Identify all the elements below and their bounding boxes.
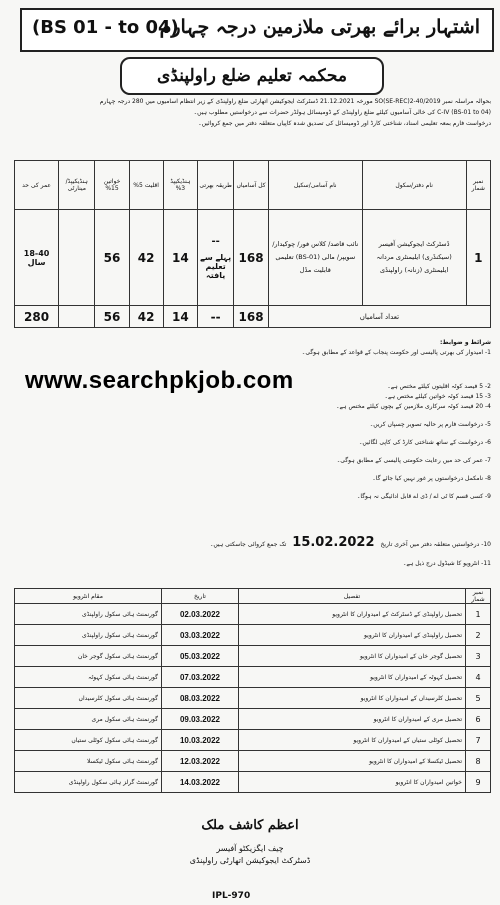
row-sr: 1 — [466, 210, 491, 306]
total-c42: 42 — [129, 306, 163, 328]
schedule-venue: گورنمنٹ ہائی سکول راولپنڈی — [15, 625, 162, 646]
condition-item: 3- 15 فیصد کوٹہ خواتین کیلئے مختص ہے۔ — [384, 393, 491, 400]
row-method — [198, 210, 234, 306]
schedule-note: 11- انٹرویو کا شیڈول درج ذیل ہے۔ — [402, 560, 491, 567]
schedule-header: تاریخ — [162, 589, 239, 604]
condition-item: 4- 20 فیصد کوٹہ سرکاری ملازمین کے بچوں کیلئے مختص ہے۔ — [336, 403, 491, 410]
deadline-line — [16, 535, 491, 567]
total-method: -- — [198, 306, 234, 328]
schedule-venue: گورنمنٹ ہائی سکول مری — [15, 709, 162, 730]
table-header-row — [15, 161, 491, 210]
schedule-detail: تحصیل ٹیکسلا کے امیدواران کا انٹرویو — [239, 751, 466, 772]
table-header: نمبر شمار — [466, 161, 491, 210]
watermark-url: www.searchpkjob.com — [25, 367, 294, 394]
schedule-venue: گورنمنٹ ہائی سکول کوٹلی ستیاں — [15, 730, 162, 751]
schedule-body — [15, 604, 491, 793]
schedule-venue: گورنمنٹ ہائی سکول کلرسیداں — [15, 688, 162, 709]
schedule-venue: گورنمنٹ ہائی سکول گوجر خان — [15, 646, 162, 667]
grand-total: 280 — [15, 306, 59, 328]
deadline-text-after: تک جمع کروائی جاسکتی ہیں۔ — [209, 541, 287, 548]
intro-line: درخواست فارم بمعہ تعلیمی اسناد، شناختی کارڈ اور ڈومیسائل کی تصدیق شدہ کاپیاں متعلقہ دفتر میں جمع کروائیں۔ — [198, 120, 491, 127]
schedule-header: مقام انٹرویو — [15, 589, 162, 604]
officer-name: اعظم کاشف ملک — [201, 818, 299, 833]
officer-office: ڈسٹرکٹ ایجوکیشن اتھارٹی راولپنڈی — [189, 856, 311, 865]
schedule-detail: تحصیل گوجر خان کے امیدواران کا انٹرویو — [239, 646, 466, 667]
table-header: ہنڈیکیپڈ/مینارٹی — [59, 161, 95, 210]
schedule-sr: 2 — [466, 625, 491, 646]
schedule-header: نمبر شمار — [466, 589, 491, 604]
row-total: 168 — [234, 210, 269, 306]
schedule-row — [15, 646, 491, 667]
schedule-sr: 8 — [466, 751, 491, 772]
row-office: ڈسٹرکٹ ایجوکیشن آفیسر (سیکنڈری) ایلیمنٹری مردانہ ایلیمنٹری (زنانہ) راولپنڈی — [362, 210, 466, 306]
schedule-sr: 1 — [466, 604, 491, 625]
schedule-sr: 9 — [466, 772, 491, 793]
schedule-date: 14.03.2022 — [162, 772, 239, 793]
table-header: نام دفتر/سکول — [362, 161, 466, 210]
conditions-heading: شرائط و ضوابط: — [440, 339, 491, 346]
department-subtitle: محکمہ تعلیم ضلع راولپنڈی — [120, 57, 384, 95]
table-header: عمر کی حد — [15, 161, 59, 210]
schedule-detail: تحصیل کہوٹہ کے امیدواران کا انٹرویو — [239, 667, 466, 688]
condition-item: 6- درخواست کے ساتھ شناختی کارڈ کی کاپی لگائیں۔ — [358, 439, 491, 446]
schedule-sr: 6 — [466, 709, 491, 730]
condition-item: 5- درخواست فارم پر حالیہ تصویر چسپاں کریں۔ — [369, 421, 491, 428]
schedule-row — [15, 751, 491, 772]
total-value: 168 — [234, 306, 269, 328]
schedule-row — [15, 772, 491, 793]
condition-item: 8- نامکمل درخواستوں پر غور نہیں کیا جائے گا۔ — [372, 475, 491, 482]
schedule-date: 08.03.2022 — [162, 688, 239, 709]
table-header: کل آسامیاں — [234, 161, 269, 210]
schedule-date: 07.03.2022 — [162, 667, 239, 688]
total-c56: 56 — [95, 306, 129, 328]
row-age: 18-40 سال — [15, 210, 59, 306]
interview-schedule-table — [14, 588, 491, 793]
method-value: -- — [211, 235, 220, 247]
row-post: نائب قاصد/ کلاس فور/ چوکیدار/ سویپر/ مالی (BS-01) تعلیمی قابلیت مڈل — [268, 210, 362, 306]
schedule-row — [15, 604, 491, 625]
vacancy-table — [14, 160, 491, 328]
schedule-sr: 7 — [466, 730, 491, 751]
condition-item: 2- 5 فیصد کوٹہ اقلیتوں کیلئے مختص ہے۔ — [387, 383, 491, 390]
schedule-header: تفصیل — [239, 589, 466, 604]
intro-line: بحوالہ مراسلہ نمبر SO(SE-REC)2-40/2019 مورخہ 21.12.2021 ڈسٹرکٹ ایجوکیشن اتھارٹی ضلع راولپنڈی کے زیر انتظام اسامیوں میں 280 درجہ چہارم — [99, 98, 491, 105]
row-c14: 14 — [163, 210, 197, 306]
row-c42: 42 — [129, 210, 163, 306]
schedule-date: 05.03.2022 — [162, 646, 239, 667]
total-c14: 14 — [163, 306, 197, 328]
method-note: پہلے سے تعلیم یافتہ — [200, 252, 232, 280]
schedule-venue: گورنمنٹ گرلز ہائی سکول راولپنڈی — [15, 772, 162, 793]
officer-designation: چیف ایگزیکٹو آفیسر — [216, 844, 284, 853]
condition-item: 1- امیدوار کی بھرتی پالیسی اور حکومت پنجاب کے قواعد کے مطابق ہوگی۔ — [301, 349, 491, 356]
condition-item: 9- کسی قسم کا ٹی اے / ڈی اے قابل ادائیگی نہ ہوگا۔ — [356, 493, 491, 500]
schedule-sr: 5 — [466, 688, 491, 709]
title-bar — [20, 8, 494, 52]
schedule-detail: تحصیل راولپنڈی کے امیدواران کا انٹرویو — [239, 625, 466, 646]
table-header: ہنڈیکیپڈ 3% — [163, 161, 197, 210]
intro-line: (BS-01 to 04) C-IV کی خالی آسامیوں کیلئے ضلع راولپنڈی کے ڈومیسائل ہولڈر حضرات سے درخواستیں مطلوب ہیں۔ — [193, 109, 491, 116]
schedule-detail: تحصیل راولپنڈی کے ڈسٹرکٹ کے امیدواران کا انٹرویو — [239, 604, 466, 625]
schedule-detail: خواتین امیدواران کا انٹرویو — [239, 772, 466, 793]
schedule-date: 09.03.2022 — [162, 709, 239, 730]
schedule-detail: تحصیل کلرسیداں کے امیدواران کا انٹرویو — [239, 688, 466, 709]
signature-block — [150, 818, 350, 867]
schedule-sr: 4 — [466, 667, 491, 688]
schedule-sr: 3 — [466, 646, 491, 667]
table-header: نام آسامی/سکیل — [268, 161, 362, 210]
table-row — [15, 210, 491, 306]
schedule-date: 10.03.2022 — [162, 730, 239, 751]
schedule-date: 12.03.2022 — [162, 751, 239, 772]
schedule-row — [15, 730, 491, 751]
total-label: تعداد آسامیاں — [268, 306, 490, 328]
schedule-row — [15, 667, 491, 688]
table-header: خواتین 15% — [95, 161, 129, 210]
schedule-date: 03.03.2022 — [162, 625, 239, 646]
deadline-date: 15.02.2022 — [292, 535, 375, 550]
schedule-row — [15, 625, 491, 646]
table-header: اقلیت 5% — [129, 161, 163, 210]
schedule-detail: تحصیل مری کے امیدواران کا انٹرویو — [239, 709, 466, 730]
intro-text — [16, 96, 491, 129]
ipl-number: IPL-970 — [212, 891, 251, 901]
table-total-row — [15, 306, 491, 328]
scale-label: (BS 01 - to 04) — [32, 17, 179, 38]
schedule-header-row — [15, 589, 491, 604]
schedule-date: 02.03.2022 — [162, 604, 239, 625]
schedule-row — [15, 688, 491, 709]
row-c56: 56 — [95, 210, 129, 306]
schedule-venue: گورنمنٹ ہائی سکول راولپنڈی — [15, 604, 162, 625]
schedule-venue: گورنمنٹ ہائی سکول ٹیکسلا — [15, 751, 162, 772]
schedule-detail: تحصیل کوٹلی ستیاں کے امیدواران کا انٹرویو — [239, 730, 466, 751]
condition-item: 7- عمر کی حد میں رعایت حکومتی پالیسی کے مطابق ہوگی۔ — [336, 457, 491, 464]
table-header: طریقہ بھرتی — [198, 161, 234, 210]
total-empty — [59, 306, 95, 328]
conditions-list — [16, 338, 491, 502]
schedule-venue: گورنمنٹ ہائی سکول کہوٹہ — [15, 667, 162, 688]
deadline-text-before: 10- درخواستیں متعلقہ دفتر میں آخری تاریخ — [380, 541, 491, 548]
schedule-row — [15, 709, 491, 730]
title-urdu: اشتہار برائے بھرتی ملازمین درجہ چہارم — [159, 16, 480, 38]
row-empty — [59, 210, 95, 306]
